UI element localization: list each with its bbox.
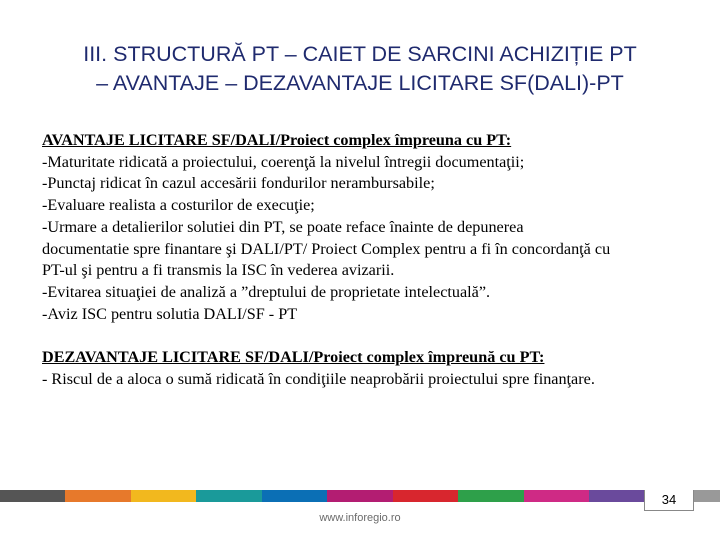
slide-title (24, 40, 696, 98)
advantage-line: -Maturitate ridicată a proiectului, coerenţă la nivelul întregii documentaţii; (42, 152, 525, 171)
stripe-segment (65, 490, 130, 502)
stripe-segment (327, 490, 392, 502)
disadvantages-heading: DEZAVANTAJE LICITARE SF/DALI/Proiect complex împreună cu PT: (42, 348, 545, 367)
stripe-segment (393, 490, 458, 502)
advantage-line: -Aviz ISC pentru solutia DALI/SF - PT (42, 304, 298, 323)
advantage-line: PT-ul şi pentru a fi transmis la ISC în vederea avizarii. (42, 261, 395, 280)
advantage-line: -Evitarea situaţiei de analiză a ”dreptului de proprietate intelectuală”. (42, 282, 491, 301)
slide-body (42, 130, 692, 391)
advantage-line: -Urmare a detalierilor solutiei din PT, se poate reface înainte de depunerea (42, 217, 524, 236)
page-number: 34 (644, 490, 694, 511)
advantage-line: documentatie spre finantare şi DALI/PT/ Proiect Complex pentru a fi în concordanţă cu (42, 239, 611, 258)
advantage-line: -Evaluare realista a costurilor de execuţie; (42, 196, 315, 215)
section-spacer (42, 325, 692, 347)
advantages-heading: AVANTAJE LICITARE SF/DALI/Proiect complex împreuna cu PT: (42, 131, 512, 149)
stripe-segment (458, 490, 523, 502)
slide-title-line-2: – AVANTAJE – DEZAVANTAJE LICITARE SF(DALI)-PT (96, 71, 624, 95)
stripe-segment (524, 490, 589, 502)
stripe-segment (131, 490, 196, 502)
footer-url: www.inforegio.ro (319, 512, 401, 524)
disadvantage-line: - Riscul de a aloca o sumă ridicată în condiţiile neaprobării proiectului spre finanţare. (42, 370, 595, 389)
stripe-segment (196, 490, 261, 502)
slide-title-line-1: III. STRUCTURĂ PT – CAIET DE SARCINI ACHIZIȚIE PT (83, 42, 637, 66)
advantage-line: -Punctaj ridicat în cazul accesării fondurilor nerambursabile; (42, 174, 435, 193)
stripe-segment (262, 490, 327, 502)
stripe-segment (0, 490, 65, 502)
footer-color-stripe (0, 490, 720, 502)
